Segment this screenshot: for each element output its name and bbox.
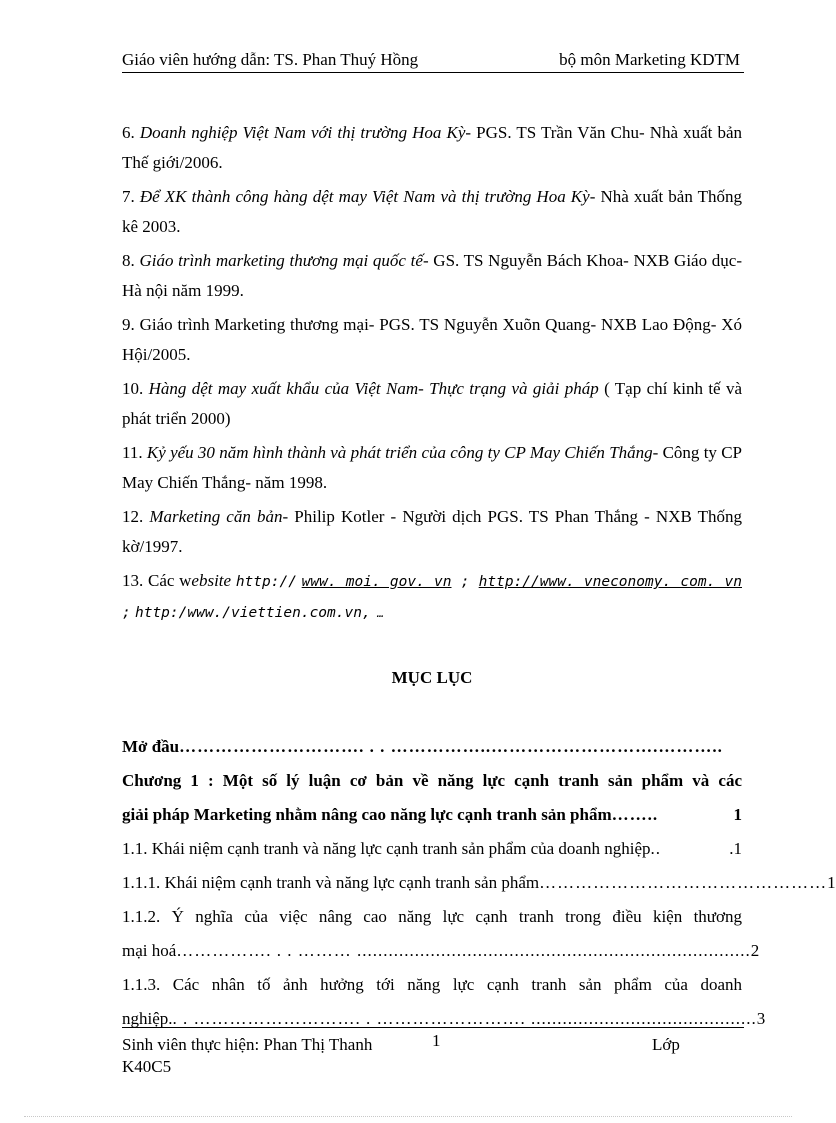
reference-item: 7. Để XK thành công hàng dệt may Việt Nam và thị trường Hoa Kỳ- Nhà xuất bản Thống kê 2003. <box>122 187 742 236</box>
reference-item: 12. Marketing căn bản- Philip Kotler - Người dịch PGS. TS Phan Thắng - NXB Thống kờ/1997. <box>122 507 743 556</box>
reference-item: 8. Giáo trình marketing thương mại quốc tế- GS. TS Nguyễn Bách Khoa- NXB Giáo dục- Hà nội năm 1999. <box>122 251 742 300</box>
toc-entry-intro: Mở đầu …………………………. . . ……………..……………………….……….. <box>122 737 723 756</box>
header-department: bộ môn Marketing KDTM <box>559 50 740 69</box>
header-advisor: Giáo viên hướng dẫn: TS. Phan Thuý Hồng <box>122 50 419 69</box>
toc-title: MỤC LỤC <box>391 668 473 687</box>
toc-entry: 1.1.1. Khái niệm cạnh tranh và năng lực cạnh tranh sản phẩm ………………………………………… 1 <box>122 873 836 892</box>
reference-title: Marketing căn bản <box>149 507 283 526</box>
toc-entry-112-line1: 1.1.2. Ý nghĩa của việc nâng cao năng lực cạnh tranh trong điều kiện thương <box>122 907 742 926</box>
page-bottom-border <box>24 1116 792 1117</box>
toc-entry-chapter1-line2: giải pháp Marketing nhằm nâng cao năng lực cạnh tranh sản phẩm …….. 1 <box>122 805 742 824</box>
reference-title: Giáo trình marketing thương mại quốc tế <box>139 251 423 270</box>
reference-title: Hàng dệt may xuất khẩu của Việt Nam- Thực trạng và giải pháp <box>148 379 599 398</box>
table-of-contents <box>122 730 836 1036</box>
reference-item: 6. Doanh nghiệp Việt Nam với thị trường Hoa Kỳ- PGS. TS Trần Văn Chu- Nhà xuất bản Thế giới/2006. <box>122 123 743 172</box>
reference-item: 9. Giáo trình Marketing thương mại- PGS. TS Nguyễn Xuõn Quang- NXB Lao Động- Xó Hội/2005. <box>122 315 743 364</box>
website-link-moi[interactable]: www. moi. gov. vn <box>301 574 452 590</box>
reference-title: Kỷ yếu 30 năm hình thành và phát triển của công ty CP May Chiến Thắng <box>146 443 653 462</box>
reference-list <box>122 118 742 633</box>
page-header <box>122 48 744 73</box>
toc-entry-113-line1: 1.1.3. Các nhân tố ảnh hưởng tới năng lực cạnh tranh sản phẩm của doanh <box>122 975 742 994</box>
page-number: 1 <box>432 1031 441 1050</box>
reference-item: 10. Hàng dệt may xuất khẩu của Việt Nam- Thực trạng và giải pháp ( Tạp chí kinh tế và phát triển 2000) <box>122 379 742 428</box>
website-link-viettien[interactable]: http:/www./viettien.com.vn, <box>134 605 371 621</box>
footer-student: Sinh viên thực hiện: Phan Thị Thanh K40C5 <box>122 1035 373 1076</box>
toc-entry: 1.1. Khái niệm cạnh tranh và năng lực cạnh tranh sản phẩm của doanh nghiệp .. .1 <box>122 839 742 858</box>
toc-entry-chapter1-line1: Chương 1 : Một số lý luận cơ bản về năng lực cạnh tranh sản phẩm và các <box>122 771 742 790</box>
website-link-vneconomy[interactable]: http://www. vneconomy. com. vn <box>478 574 742 590</box>
reference-title: Để XK thành công hàng dệt may Việt Nam và thị trường Hoa Kỳ <box>139 187 590 206</box>
reference-title: Doanh nghiệp Việt Nam với thị trường Hoa Kỳ <box>139 123 466 142</box>
reference-item: 11. Kỷ yếu 30 năm hình thành và phát triển của công ty CP May Chiến Thắng- Công ty CP May Chiến Thắng- năm 1998. <box>122 443 742 492</box>
footer-divider <box>122 1027 744 1028</box>
toc-entry-113-line2: nghiệp. . . ………………………. . ……………………. ........................................... 3 <box>122 1009 766 1028</box>
footer-class: Lớp <box>652 1035 680 1054</box>
toc-entry-112-line2: mại hoá ……………. . . ……… ........................................................................... 2 <box>122 941 760 960</box>
reference-item-websites: 13. Các website http:// www. moi. gov. vn ; http://www. vneconomy. com. vn ; http:/www./viettien.com.vn, … <box>122 571 742 621</box>
